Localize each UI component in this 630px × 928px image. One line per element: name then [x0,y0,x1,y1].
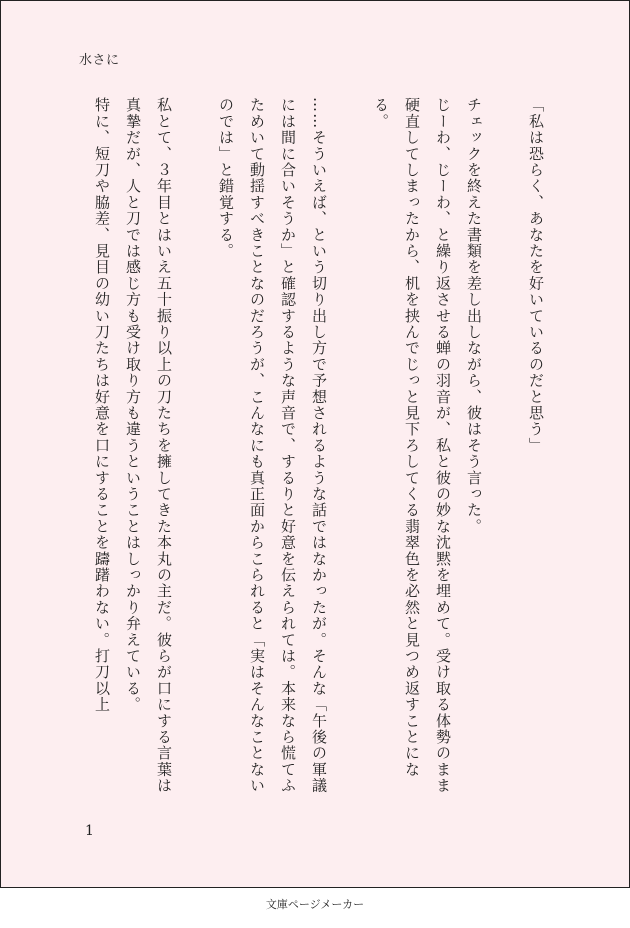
blank-line [334,97,365,797]
paragraph: 特に、短刀や脇差、見目の幼い刀たちは好意を口にすることを躊躇わない。打刀以上 [93,97,111,713]
blank-line [179,97,210,797]
running-head: 水さに [79,53,120,68]
paragraph: じーわ、じーわ、と繰り返させる蝉の羽音が、私と彼の妙な沈黙を埋めて。受け取る体勢のまま硬直してしまったから、机を挟んでじっと見下ろしてくる翡翠色を必然と見つめ返すことになる。 [372,97,452,794]
body-text [86,97,551,797]
paragraph: 私とて、３年目とはいえ五十振り以上の刀たちを擁してきた本丸の主だ。彼らが口にする言葉は真摯だが、人と刀では感じ方も受け取り方も違うということはしっかり弁えている。 [124,97,173,794]
paragraph: 「私は恐らく、あなたを好いているのだと思う」 [527,97,545,454]
footer-credit: 文庫ページメーカー [265,898,365,911]
paragraph: チェックを終えた書類を差し出しながら、彼はそう言った。 [465,97,483,535]
page-number: 1 [85,823,94,839]
paragraph: ……そういえば、という切り出し方で予想されるような話ではなかったが。そんな「午後の軍議には間に合いそうか」と確認するような声音で、するりと好意を伝えられては。本来なら慌てふためいて動揺すべきことなのだろうが、こんなにも真正面からこられると「実はそんなことないのでは」と錯覚する。 [217,97,328,794]
blank-line [489,97,520,797]
